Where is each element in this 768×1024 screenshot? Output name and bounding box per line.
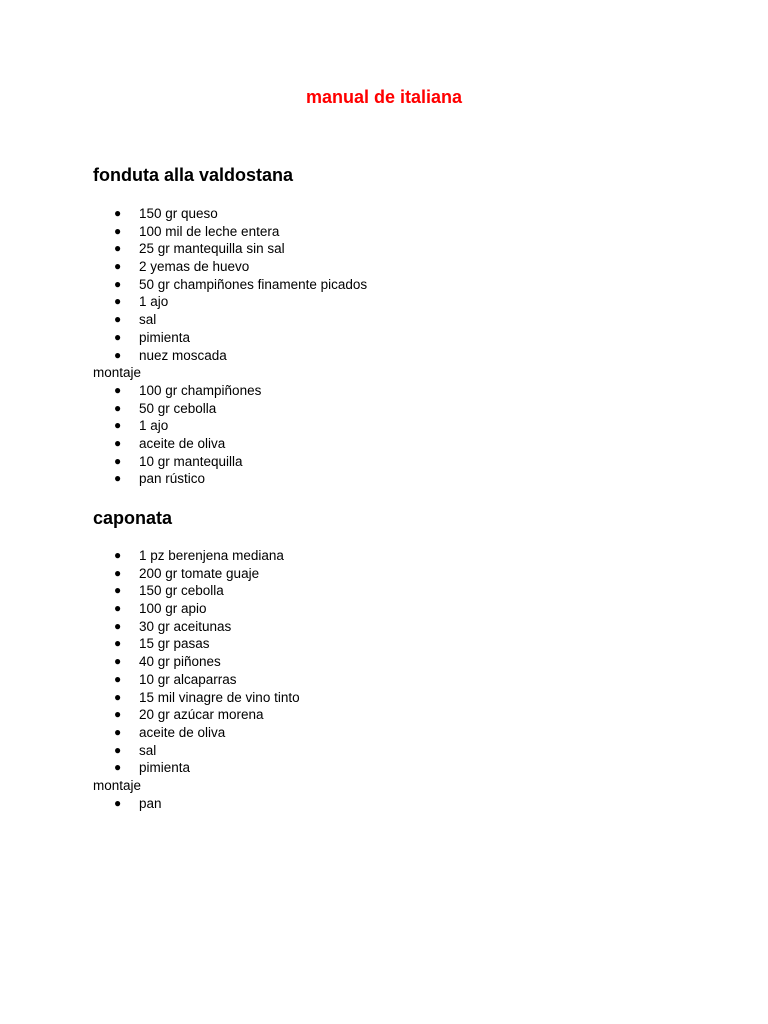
list-item-text: 1 ajo (139, 294, 169, 310)
list-item-text: 1 pz berenjena mediana (139, 548, 284, 563)
section-fonduta-body (93, 205, 693, 488)
bullet-icon: ● (114, 453, 122, 468)
list-item-text: pan rústico (139, 471, 206, 487)
list-item (93, 565, 693, 583)
bullet-icon: ● (114, 671, 122, 686)
bullet-icon: ● (114, 276, 122, 291)
list-item (93, 223, 693, 241)
list-item-text: 1 ajo (139, 418, 169, 434)
list-item (93, 276, 693, 294)
list-item-text: nuez moscada (139, 347, 227, 363)
list-item (93, 706, 693, 724)
list-item (93, 240, 693, 258)
bullet-icon: ● (114, 548, 122, 562)
list-item-text: 50 gr cebolla (139, 400, 217, 416)
list-item (93, 689, 693, 707)
list-item (93, 547, 693, 565)
list-item-text: aceite de oliva (139, 724, 226, 740)
montaje-ingredient-list (93, 382, 693, 488)
montaje-ingredient-list (93, 795, 693, 813)
bullet-icon: ● (114, 435, 122, 450)
bullet-icon: ● (114, 223, 122, 238)
bullet-icon: ● (114, 400, 122, 415)
bullet-icon: ● (114, 471, 122, 486)
list-item-text: 150 gr queso (139, 206, 218, 221)
bullet-icon: ● (114, 259, 122, 274)
list-item (93, 618, 693, 636)
list-item (93, 205, 693, 223)
list-item-text: pan (139, 795, 162, 811)
list-item (93, 311, 693, 329)
list-item (93, 653, 693, 671)
list-item (93, 470, 693, 488)
section-heading-caponata: caponata (93, 508, 173, 528)
list-item (93, 329, 693, 347)
list-item-text: 25 gr mantequilla sin sal (139, 241, 285, 257)
list-item (93, 400, 693, 418)
list-item (93, 258, 693, 276)
bullet-icon: ● (114, 654, 122, 669)
list-item (93, 382, 693, 400)
list-item-text: 15 gr pasas (139, 636, 210, 652)
bullet-icon: ● (114, 618, 122, 633)
list-item (93, 635, 693, 653)
list-item (93, 600, 693, 618)
list-item (93, 582, 693, 600)
list-item-text: pimienta (139, 329, 191, 345)
list-item-text: 100 gr champiñones (139, 382, 262, 398)
list-item-text: 30 gr aceitunas (139, 618, 232, 634)
list-item-text: 100 mil de leche entera (139, 223, 280, 239)
bullet-icon: ● (114, 382, 122, 397)
list-item (93, 742, 693, 760)
bullet-icon: ● (114, 707, 122, 722)
bullet-icon: ● (114, 795, 122, 810)
bullet-icon: ● (114, 689, 122, 704)
list-item-text: aceite de oliva (139, 435, 226, 451)
list-item-text: 20 gr azúcar morena (139, 707, 264, 723)
list-item-text: 15 mil vinagre de vino tinto (139, 689, 300, 705)
list-item-text: pimienta (139, 760, 191, 776)
bullet-icon: ● (114, 241, 122, 256)
bullet-icon: ● (114, 329, 122, 344)
bullet-icon: ● (114, 742, 122, 757)
list-item-text: 200 gr tomate guaje (139, 565, 260, 581)
list-item-text: 40 gr piñones (139, 654, 221, 670)
montaje-label: montaje (93, 777, 142, 793)
section-caponata-body (93, 547, 693, 812)
ingredient-list (93, 205, 693, 364)
list-item (93, 795, 693, 813)
montaje-label: montaje (93, 365, 142, 381)
ingredient-list (93, 547, 693, 777)
bullet-icon: ● (114, 760, 122, 775)
list-item-text: 50 gr champiñones finamente picados (139, 276, 368, 292)
list-item-text: 100 gr apio (139, 601, 207, 617)
bullet-icon: ● (114, 601, 122, 616)
bullet-icon: ● (114, 294, 122, 309)
list-item (93, 435, 693, 453)
list-item (93, 347, 693, 365)
bullet-icon: ● (114, 418, 122, 433)
list-item (93, 453, 693, 471)
list-item-text: 2 yemas de huevo (139, 259, 250, 275)
bullet-icon: ● (114, 206, 122, 220)
list-item (93, 417, 693, 435)
bullet-icon: ● (114, 583, 122, 598)
list-item-text: 10 gr mantequilla (139, 453, 243, 469)
list-item-text: sal (139, 742, 157, 758)
list-item (93, 759, 693, 777)
section-heading-fonduta: fonduta alla valdostana (93, 165, 294, 185)
list-item (93, 293, 693, 311)
bullet-icon: ● (114, 312, 122, 327)
list-item-text: 150 gr cebolla (139, 583, 224, 599)
bullet-icon: ● (114, 347, 122, 362)
list-item (93, 724, 693, 742)
document-title: manual de italiana (305, 87, 463, 107)
list-item (93, 671, 693, 689)
bullet-icon: ● (114, 565, 122, 580)
bullet-icon: ● (114, 636, 122, 651)
list-item-text: 10 gr alcaparras (139, 671, 237, 687)
bullet-icon: ● (114, 724, 122, 739)
list-item-text: sal (139, 312, 157, 328)
